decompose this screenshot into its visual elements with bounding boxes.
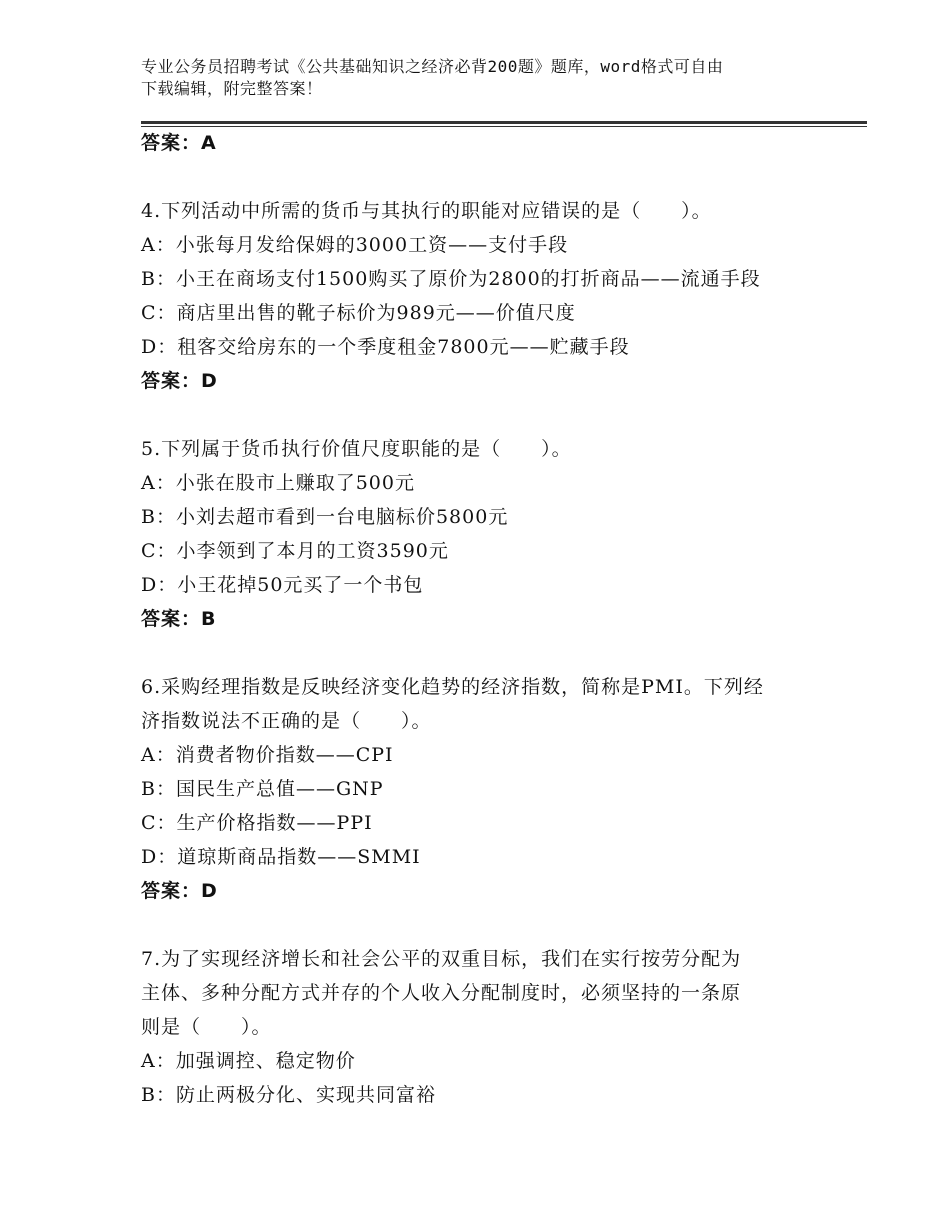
question-7-option-a: A：加强调控、稳定物价 xyxy=(141,1050,356,1072)
question-5-answer: 答案：B xyxy=(141,608,217,630)
question-7-stem-line-3: 则是（ ）。 xyxy=(141,1016,272,1038)
spacer xyxy=(141,636,831,670)
question-6-option-a: A：消费者物价指数——CPI xyxy=(141,744,394,766)
question-4-option-c: C：商店里出售的靴子标价为989元——价值尺度 xyxy=(141,302,576,324)
question-6-option-d: D：道琼斯商品指数——SMMI xyxy=(141,846,421,868)
question-5-option-c: C：小李领到了本月的工资3590元 xyxy=(141,540,449,562)
question-7 xyxy=(141,942,831,1112)
question-6-answer: 答案：D xyxy=(141,880,218,902)
question-6-option-b: B：国民生产总值——GNP xyxy=(141,778,384,800)
answer-prev: 答案：A xyxy=(141,132,217,154)
question-4-answer: 答案：D xyxy=(141,370,218,392)
header-line-2: 下载编辑，附完整答案！ xyxy=(141,79,323,98)
question-4-stem: 4.下列活动中所需的货币与其执行的职能对应错误的是（ ）。 xyxy=(141,200,712,222)
page-header xyxy=(141,56,841,100)
question-4-option-d: D：租客交给房东的一个季度租金7800元——贮藏手段 xyxy=(141,336,630,358)
question-7-stem-line-2: 主体、多种分配方式并存的个人收入分配制度时，必须坚持的一条原 xyxy=(141,982,742,1004)
question-4 xyxy=(141,194,831,398)
question-5 xyxy=(141,432,831,636)
spacer xyxy=(141,398,831,432)
question-6-stem-line-1: 6.采购经理指数是反映经济变化趋势的经济指数，简称是PMI。下列经 xyxy=(141,676,764,698)
question-7-option-b: B：防止两极分化、实现共同富裕 xyxy=(141,1084,436,1106)
question-5-stem: 5.下列属于货币执行价值尺度职能的是（ ）。 xyxy=(141,438,572,460)
question-6 xyxy=(141,670,831,908)
spacer xyxy=(141,160,831,194)
question-4-option-b: B：小王在商场支付1500购买了原价为2800的打折商品——流通手段 xyxy=(141,268,761,290)
header-line-1: 专业公务员招聘考试《公共基础知识之经济必背200题》题库，word格式可自由 xyxy=(141,57,724,76)
question-6-option-c: C：生产价格指数——PPI xyxy=(141,812,373,834)
question-5-option-a: A：小张在股市上赚取了500元 xyxy=(141,472,415,494)
question-6-stem-line-2: 济指数说法不正确的是（ ）。 xyxy=(141,710,432,732)
header-divider-thick xyxy=(141,121,867,124)
question-content xyxy=(141,126,831,1112)
question-4-option-a: A：小张每月发给保姆的3000工资——支付手段 xyxy=(141,234,569,256)
question-5-option-d: D：小王花掉50元买了一个书包 xyxy=(141,574,424,596)
spacer xyxy=(141,908,831,942)
question-7-stem-line-1: 7.为了实现经济增长和社会公平的双重目标，我们在实行按劳分配为 xyxy=(141,948,742,970)
question-5-option-b: B：小刘去超市看到一台电脑标价5800元 xyxy=(141,506,509,528)
